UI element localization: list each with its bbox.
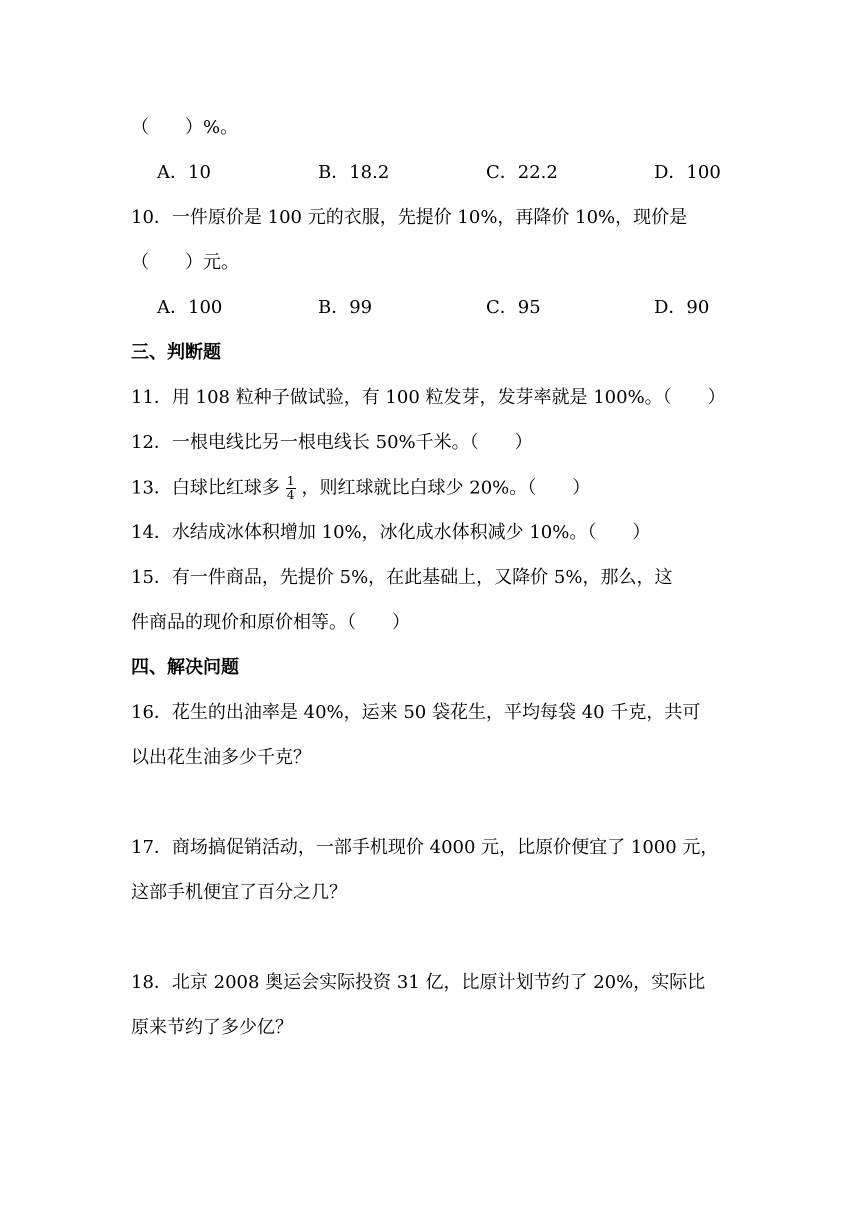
q9-option-d: D．100 — [654, 162, 721, 183]
q10-option-b: B．99 — [318, 297, 373, 318]
q18-text-line1: 18．北京 2008 奥运会实际投资 31 亿，比原计划节约了 20%，实际比 — [131, 972, 706, 993]
q9-option-c: C．22.2 — [486, 162, 558, 183]
q14-text: 14．水结成冰体积增加 10%，冰化成水体积减少 10%。（ ） — [131, 522, 651, 543]
q9-option-a: A．10 — [157, 162, 211, 183]
q11-text: 11．用 108 粒种子做试验，有 100 粒发芽，发芽率就是 100%。（ ） — [131, 387, 726, 408]
q16-text-line2: 以出花生油多少千克？ — [131, 747, 311, 768]
q9-option-b: B．18.2 — [318, 162, 390, 183]
q9-answer-blank: （ ）%。 — [131, 117, 239, 138]
q12-text: 12．一根电线比另一根电线长 50%千米。（ ） — [131, 432, 533, 453]
q10-option-c: C．95 — [486, 297, 541, 318]
section-4-heading: 四、解决问题 — [131, 657, 239, 678]
q10-text-line2: （ ）元。 — [131, 252, 239, 273]
section-3-heading: 三、判断题 — [131, 342, 221, 363]
q13-fraction — [286, 475, 296, 502]
q10-text-line1: 10．一件原价是 100 元的衣服，先提价 10%，再降价 10%，现价是 — [131, 207, 688, 228]
q18-text-line2: 原来节约了多少亿？ — [131, 1017, 293, 1038]
q13-text-after: ，则红球就比白球少 20%。（ ） — [301, 477, 591, 499]
q10-option-a: A．100 — [157, 297, 223, 318]
q17-text-line2: 这部手机便宜了百分之几？ — [131, 882, 347, 903]
q13-text-before: 13．白球比红球多 — [131, 477, 280, 499]
q10-option-d: D．90 — [654, 297, 710, 318]
q13-fraction-denominator: 4 — [286, 488, 295, 502]
q17-text-line1: 17．商场搞促销活动，一部手机现价 4000 元，比原价便宜了 1000 元， — [131, 837, 719, 858]
q16-text-line1: 16．花生的出油率是 40%，运来 50 袋花生，平均每袋 40 千克，共可 — [131, 702, 701, 723]
q15-text-line1: 15．有一件商品，先提价 5%，在此基础上，又降价 5%，那么，这 — [131, 567, 673, 588]
q15-text-line2: 件商品的现价和原价相等。（ ） — [131, 612, 410, 633]
q13-text — [131, 475, 590, 502]
q13-fraction-numerator: 1 — [286, 474, 295, 488]
